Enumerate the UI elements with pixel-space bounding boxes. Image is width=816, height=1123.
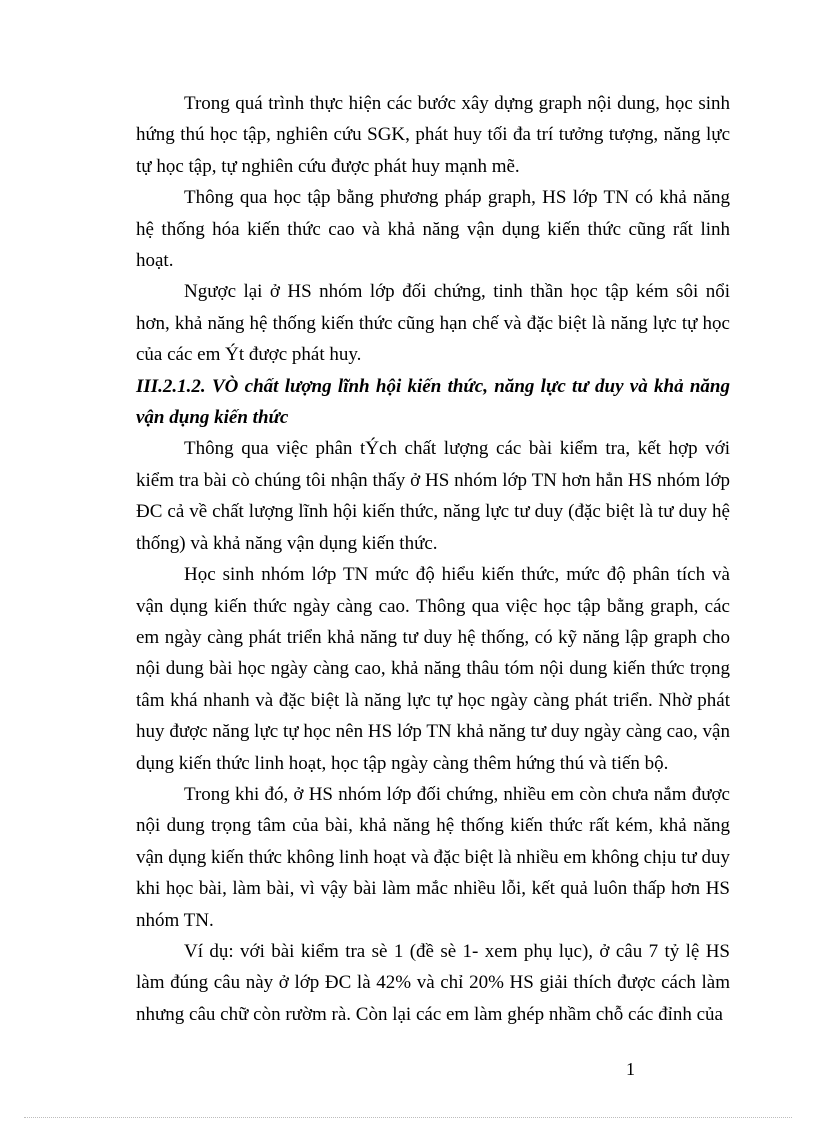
- paragraph: Trong khi đó, ở HS nhóm lớp đối chứng, nhiều em còn chưa nắm được nội dung trọng tâm của bài, khả năng hệ thống kiến thức rất kém, khả năng vận dụng kiến thức không linh hoạt và đặc biệt là nhiều em không chịu tư duy khi học bài, làm bài, vì vậy bài làm mắc nhiều lỗi, kết quả luôn thấp hơn HS nhóm TN.: [136, 783, 730, 931]
- page-bottom-border: [24, 1117, 792, 1118]
- page-number: 1: [626, 1059, 635, 1079]
- paragraph: Thông qua học tập bằng phương pháp graph, HS lớp TN có khả năng hệ thống hóa kiến thức cao và khả năng vận dụng kiến thức cũng rất linh hoạt.: [136, 187, 730, 272]
- paragraph: Ví dụ: với bài kiểm tra sè 1 (đề sè 1- xem phụ lục), ở câu 7 tỷ lệ HS làm đúng câu này ở lớp ĐC là 42% và chỉ 20% HS giải thích được cách làm nhưng câu chữ còn rườm rà. Còn lại các em làm ghép nhầm chỗ các đỉnh của: [136, 940, 730, 1025]
- section-heading: III.2.1.2. VÒ chất lượng lĩnh hội kiến thức, năng lực tư duy và khả năng vận dụng kiến thức: [136, 375, 730, 429]
- paragraph: Ngược lại ở HS nhóm lớp đối chứng, tinh thần học tập kém sôi nổi hơn, khả năng hệ thống kiến thức cũng hạn chế và đặc biệt là năng lực tự học của các em Ýt được phát huy.: [136, 281, 730, 366]
- paragraph: Thông qua việc phân tÝch chất lượng các bài kiểm tra, kết hợp với kiểm tra bài cò chúng tôi nhận thấy ở HS nhóm lớp TN hơn hẳn HS nhóm lớp ĐC cả về chất lượng lĩnh hội kiến thức, năng lực tư duy (đặc biệt là tư duy hệ thống) và khả năng vận dụng kiến thức.: [136, 438, 730, 554]
- paragraph: Trong quá trình thực hiện các bước xây dựng graph nội dung, học sinh hứng thú học tập, nghiên cứu SGK, phát huy tối đa trí tưởng tượng, năng lực tự học tập, tự nghiên cứu được phát huy mạnh mẽ.: [136, 93, 730, 177]
- page-body: [136, 88, 730, 1030]
- paragraph: Học sinh nhóm lớp TN mức độ hiểu kiến thức, mức độ phân tích và vận dụng kiến thức ngày càng cao. Thông qua việc học tập bằng graph, các em ngày càng phát triển khả năng tư duy hệ thống, có kỹ năng lập graph cho nội dung bài học ngày càng cao, khả năng thâu tóm nội dung kiến thức trọng tâm khá nhanh và đặc biệt là năng lực tự học ngày càng phát triển. Nhờ phát huy được năng lực tự học nên HS lớp TN khả năng tư duy ngày càng cao, vận dụng kiến thức linh hoạt, học tập ngày càng thêm hứng thú và tiến bộ.: [136, 564, 730, 774]
